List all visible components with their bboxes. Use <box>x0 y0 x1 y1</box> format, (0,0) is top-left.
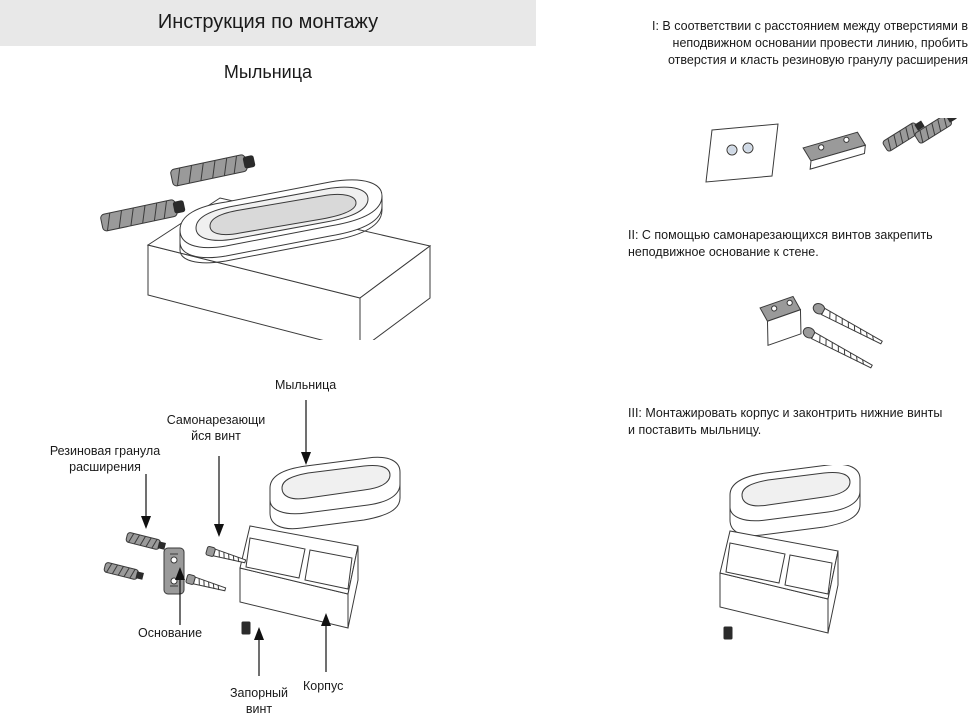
label-locking-screw <box>219 685 299 717</box>
label-body: Корпус <box>303 679 344 693</box>
label-rubber-granule-line1: Резиновая гранула <box>49 444 161 458</box>
step-3-line-2: и поставить мыльницу. <box>628 423 762 437</box>
step-2-line-2: неподвижное основание к стене. <box>628 245 819 259</box>
step-1-line-3: отверстия и класть резиновую гранулу расширения <box>667 53 968 67</box>
step-1-line-1: I: В соответствии с расстоянием между отверстиями в <box>652 19 968 33</box>
step-2-text <box>628 227 968 261</box>
label-locking-screw-line1: Запорный <box>229 686 289 700</box>
step-3-text <box>628 405 968 439</box>
step-1-text <box>628 18 968 69</box>
step-2-line-1: II: С помощью самонарезающихся винтов закрепить <box>628 228 933 242</box>
step1-illustration <box>700 118 960 198</box>
label-locking-screw-line2: винт <box>245 702 273 716</box>
step2-illustration <box>755 292 965 372</box>
label-soap-dish: Мыльница <box>275 378 337 392</box>
product-name: Мыльница <box>223 62 313 82</box>
label-self-tapping-screw-line1: Самонарезающи <box>166 413 266 427</box>
label-base: Основание <box>138 626 203 640</box>
step3-illustration <box>700 465 920 650</box>
step-1-line-2: неподвижном основании провести линию, пробить <box>672 36 968 50</box>
step-3-line-1: III: Монтажировать корпус и законтрить нижние винты <box>628 406 943 420</box>
label-self-tapping-screw <box>160 412 272 444</box>
label-rubber-granule <box>40 443 170 475</box>
label-self-tapping-screw-line2: йся винт <box>191 429 241 443</box>
page-title: Инструкция по монтажу <box>157 11 379 33</box>
assembled-soap-dish-illustration <box>30 110 450 340</box>
label-rubber-granule-line2: расширения <box>69 460 141 474</box>
